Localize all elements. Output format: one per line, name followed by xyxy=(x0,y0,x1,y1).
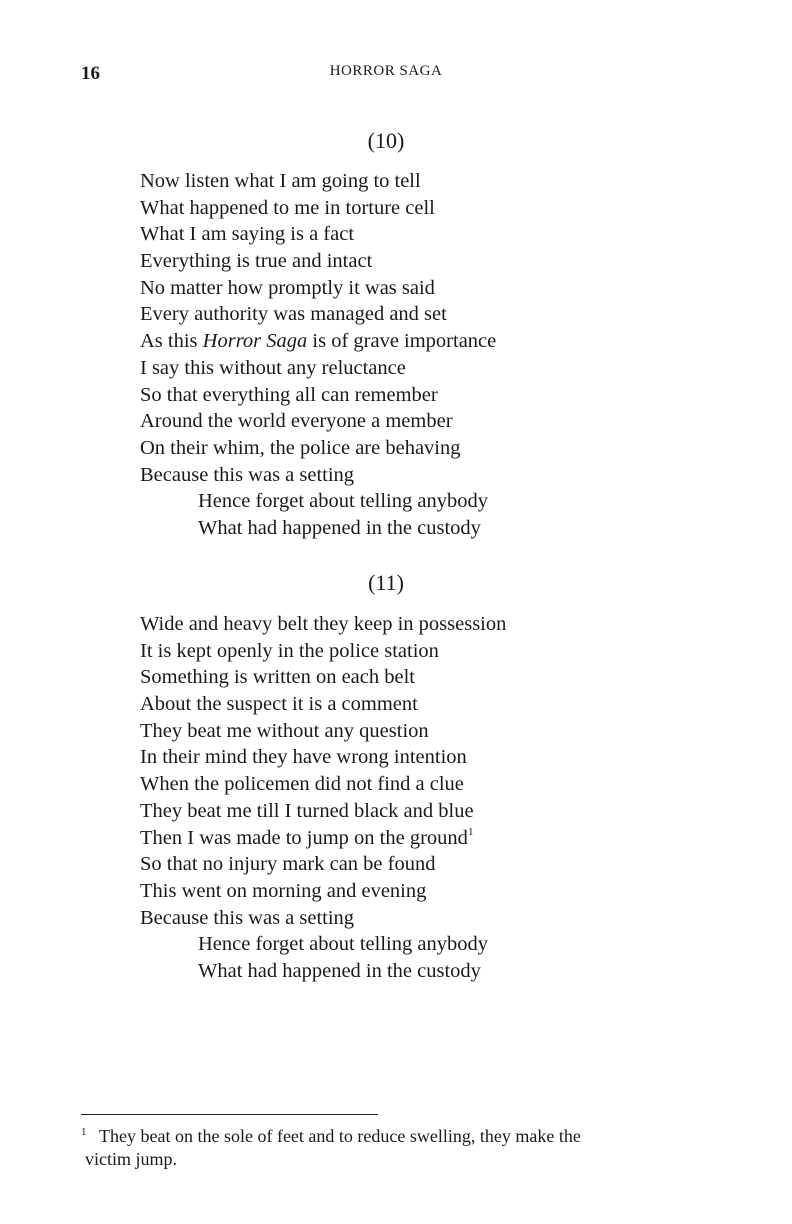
verse-text: is of grave importance xyxy=(307,330,497,353)
verse-line: What I am saying is a fact xyxy=(140,223,355,246)
footnote-marker: 1 xyxy=(81,1126,87,1138)
verse-line: I say this without any reluctance xyxy=(140,356,406,379)
stanza xyxy=(140,611,506,985)
verse-line: Something is written on each belt xyxy=(140,666,415,689)
verse-line: Everything is true and intact xyxy=(140,250,373,273)
verse-line: In their mind they have wrong intention xyxy=(140,746,467,769)
verse-line: They beat me till I turned black and blue xyxy=(140,799,474,822)
verse-text: Then I was made to jump on the ground xyxy=(140,826,468,849)
footnote xyxy=(81,1125,693,1171)
verse-line: It is kept openly in the police station xyxy=(140,639,439,662)
verse-line: They beat me without any question xyxy=(140,719,429,742)
verse-line: Because this was a setting xyxy=(140,906,355,929)
refrain-line: What had happened in the custody xyxy=(198,516,481,539)
verse-line: About the suspect it is a comment xyxy=(140,693,418,716)
verse-line: When the policemen did not find a clue xyxy=(140,773,464,796)
footnote-reference[interactable]: 1 xyxy=(467,825,474,838)
footnote-divider xyxy=(81,1114,378,1115)
verse-line: This went on morning and evening xyxy=(140,879,427,902)
verse-line: What happened to me in torture cell xyxy=(140,196,435,219)
verse-line: Now listen what I am going to tell xyxy=(140,170,421,192)
verse-line xyxy=(140,328,496,355)
book-title-italic: Horror Saga xyxy=(202,330,308,353)
footnote-text-line: victim jump. xyxy=(85,1149,177,1169)
stanza-heading: (10) xyxy=(367,128,405,153)
footnote-text-line: They beat on the sole of feet and to reduce swelling, they make the xyxy=(99,1126,581,1146)
verse-line: Every authority was managed and set xyxy=(140,303,447,326)
running-head-title: HORROR SAGA xyxy=(329,63,443,79)
stanza xyxy=(140,168,496,542)
verse-line: No matter how promptly it was said xyxy=(140,276,435,299)
refrain-line: Hence forget about telling anybody xyxy=(198,490,488,513)
verse-line: Because this was a setting xyxy=(140,463,355,486)
refrain-line: Hence forget about telling anybody xyxy=(198,933,488,956)
verse-line: So that no injury mark can be found xyxy=(140,853,436,876)
page-number: 16 xyxy=(81,63,100,84)
verse-line: On their whim, the police are behaving xyxy=(140,436,461,459)
stanza-heading: (11) xyxy=(368,570,404,595)
verse-text: As this xyxy=(140,330,203,353)
refrain-line: What had happened in the custody xyxy=(198,959,481,982)
verse-line: Around the world everyone a member xyxy=(140,410,453,433)
verse-line: So that everything all can remember xyxy=(140,383,438,406)
verse-line: Wide and heavy belt they keep in possession xyxy=(140,613,507,635)
verse-line xyxy=(140,825,506,852)
